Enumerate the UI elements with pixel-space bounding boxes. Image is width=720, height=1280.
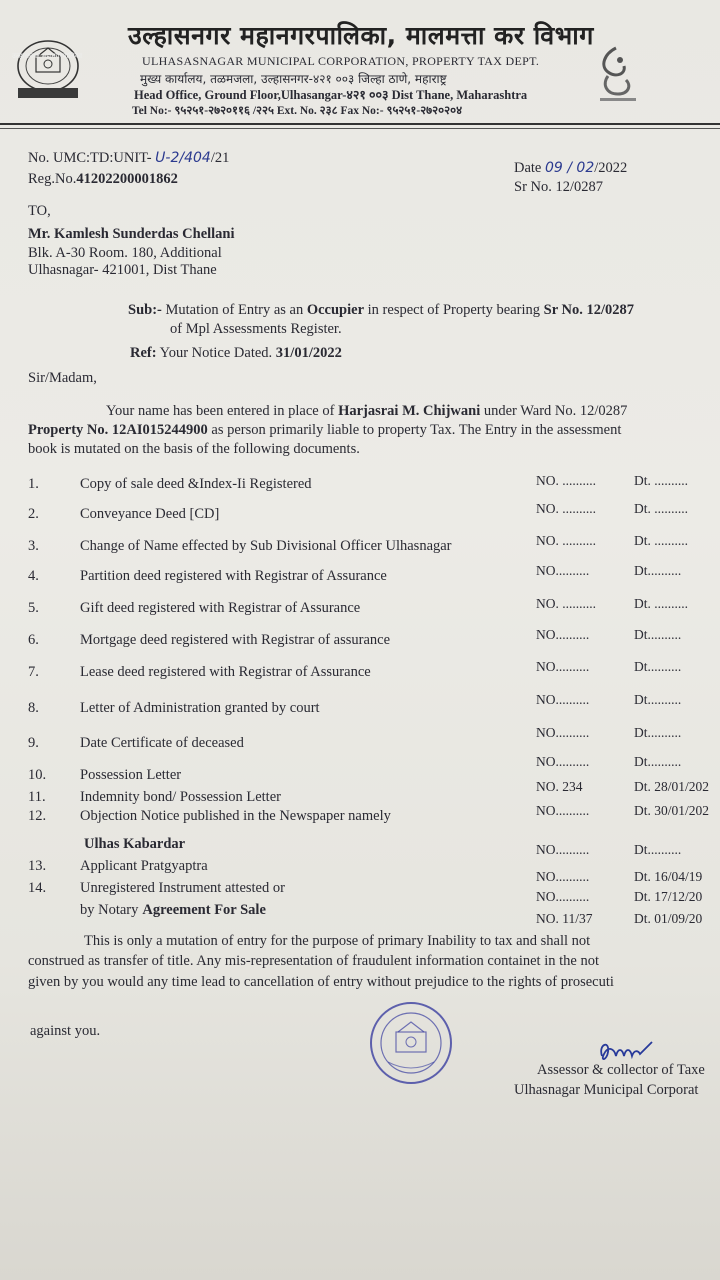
document-item-date: Dt..........: [634, 563, 682, 578]
closing-line-4: against you.: [30, 1023, 101, 1039]
document-item-number: 5.: [28, 600, 39, 616]
document-item-date: Dt. 28/01/202: [634, 779, 710, 794]
closing-line-1: This is only a mutation of entry for the purpose of primary Inability to tax and shall not: [84, 933, 591, 949]
document-item-no: NO. 234: [536, 779, 583, 794]
document-item-text: Applicant Pratgyaptra: [80, 858, 208, 874]
document-item-no: NO..........: [536, 563, 590, 578]
document-item-text: Unregistered Instrument attested or: [80, 880, 285, 896]
document-item-no: NO..........: [536, 692, 590, 707]
document-item-text: by Notary Agreement For Sale: [80, 902, 266, 918]
header-divider: [0, 123, 720, 125]
document-item-no: NO. ..........: [536, 596, 596, 611]
document-item-no: NO..........: [536, 869, 590, 884]
document-item-no: NO..........: [536, 889, 590, 904]
document-item-text: Lease deed registered with Registrar of Assurance: [80, 664, 371, 680]
corporation-logo-icon: [586, 40, 648, 104]
document-item-no: NO..........: [536, 803, 590, 818]
document-item-number: 6.: [28, 632, 39, 648]
document-item-no: NO..........: [536, 627, 590, 642]
document-item-date: Dt. 01/09/20: [634, 911, 703, 926]
document-item-no: NO. 11/37: [536, 911, 593, 926]
document-item-date: Dt..........: [634, 754, 682, 769]
intro-line-3: book is mutated on the basis of the following documents.: [28, 441, 360, 457]
header-divider-thin: [0, 128, 720, 129]
recipient-name: Mr. Kamlesh Sunderdas Chellani: [28, 226, 235, 242]
document-item-no: NO..........: [536, 842, 590, 857]
document-item-no: NO..........: [536, 659, 590, 674]
document-item-number: 12.: [28, 808, 47, 824]
header-office-marathi: मुख्य कार्यालय, तळमजला, उल्हासनगर-४२१ ००३ जिल्हा ठाणे, महाराष्ट्र: [140, 72, 447, 86]
address-line-2: Ulhasnagar- 421001, Dist Thane: [28, 262, 217, 278]
document-item-no: NO..........: [536, 754, 590, 769]
document-item-date: Dt..........: [634, 725, 682, 740]
document-item-number: 9.: [28, 735, 39, 751]
document-item-no: NO. ..........: [536, 533, 596, 548]
header-telephone: Tel No:- ९५२५१-२७२०११६ /२२५ Ext. No. २३८ Fax No:- ९५२५१-२७२०२०४: [132, 105, 463, 117]
document-item-number: 1.: [28, 476, 39, 492]
document-item-number: 10.: [28, 767, 47, 783]
document-item-date: Dt. ..........: [634, 533, 688, 548]
address-to: TO,: [28, 203, 51, 219]
document-item-number: 3.: [28, 538, 39, 554]
document-item-number: 4.: [28, 568, 39, 584]
document-item-number: 11.: [28, 789, 46, 805]
document-item-date: Dt. 17/12/20: [634, 889, 703, 904]
municipal-emblem-icon: [12, 36, 84, 102]
letter-date: Date 09 / 02/2022: [514, 160, 628, 176]
salutation: Sir/Madam,: [28, 370, 97, 386]
document-item-text: Date Certificate of deceased: [80, 735, 244, 751]
signatory-office: Ulhasnagar Municipal Corporat: [514, 1082, 699, 1098]
document-item-text: Partition deed registered with Registrar of Assurance: [80, 568, 387, 584]
document-item-no: NO. ..........: [536, 501, 596, 516]
reference-line: Ref: Your Notice Dated. 31/01/2022: [130, 345, 342, 361]
document-item-date: Dt..........: [634, 659, 682, 674]
document-item-date: Dt..........: [634, 692, 682, 707]
document-item-text: Ulhas Kabardar: [84, 836, 186, 852]
closing-line-2: construed as transfer of title. Any mis-representation of fraudulent information containet in the not: [28, 953, 599, 969]
document-item-number: 7.: [28, 664, 39, 680]
document-item-number: 13.: [28, 858, 47, 874]
document-item-date: Dt..........: [634, 842, 682, 857]
registration-number: Reg.No.41202200001862: [28, 171, 178, 187]
document-item-number: 2.: [28, 506, 39, 522]
intro-line-1: Your name has been entered in place of Harjasrai M. Chijwani under Ward No. 12/0287: [106, 403, 628, 419]
address-line-1: Blk. A-30 Room. 180, Additional: [28, 245, 222, 261]
date-handwritten: 09 / 02: [545, 160, 595, 176]
serial-number: Sr No. 12/0287: [514, 179, 604, 195]
document-item-text: Copy of sale deed &Index-Ii Registered: [80, 476, 312, 492]
document-item-text: Indemnity bond/ Possession Letter: [80, 789, 281, 805]
document-item-text: Letter of Administration granted by court: [80, 700, 320, 716]
closing-line-3: given by you would any time lead to cancellation of entry without prejudice to the rights of prosecuti: [28, 974, 614, 990]
document-item-no: NO..........: [536, 725, 590, 740]
subject-line: Sub:- Mutation of Entry as an Occupier in respect of Property bearing Sr No. 12/0287: [128, 302, 634, 318]
signatory-title: Assessor & collector of Taxe: [537, 1062, 705, 1078]
official-seal-icon: [368, 1000, 454, 1086]
header-title-marathi: उल्हासनगर महानगरपालिका, मालमत्ता कर विभाग: [128, 21, 594, 50]
intro-line-2: Property No. 12AI015244900 as person primarily liable to property Tax. The Entry in the assessment: [28, 422, 622, 438]
document-item-text: Conveyance Deed [CD]: [80, 506, 220, 522]
document-item-date: Dt. ..........: [634, 473, 688, 488]
letter-number-handwritten: U-2/404: [155, 150, 211, 166]
document-item-date: Dt. 16/04/19: [634, 869, 703, 884]
document-item-text: Gift deed registered with Registrar of Assurance: [80, 600, 361, 616]
document-item-text: Possession Letter: [80, 767, 182, 783]
document-item-number: 14.: [28, 880, 47, 896]
document-item-text: Objection Notice published in the Newspaper namely: [80, 808, 391, 824]
document-item-date: Dt. ..........: [634, 596, 688, 611]
document-item-number: 8.: [28, 700, 39, 716]
subject-line-2: of Mpl Assessments Register.: [170, 321, 342, 337]
document-item-date: Dt. 30/01/202: [634, 803, 710, 818]
document-item-no: NO. ..........: [536, 473, 596, 488]
header-office-english: Head Office, Ground Floor,Ulhasangar-४२१ ००३ Dist Thane, Maharashtra: [134, 88, 528, 102]
document-item-text: Change of Name effected by Sub Divisional Officer Ulhasnagar: [80, 538, 452, 554]
document-item-date: Dt. ..........: [634, 501, 688, 516]
logo-caption: उल्हासनगर महानगरपालिका: [12, 52, 82, 60]
letter-number: No. UMC:TD:UNIT- U-2/404/21: [28, 150, 230, 166]
document-item-text: Mortgage deed registered with Registrar of assurance: [80, 632, 391, 648]
header-title-english: ULHASASNAGAR MUNICIPAL CORPORATION, PROPERTY TAX DEPT.: [142, 54, 540, 68]
document-item-date: Dt..........: [634, 627, 682, 642]
